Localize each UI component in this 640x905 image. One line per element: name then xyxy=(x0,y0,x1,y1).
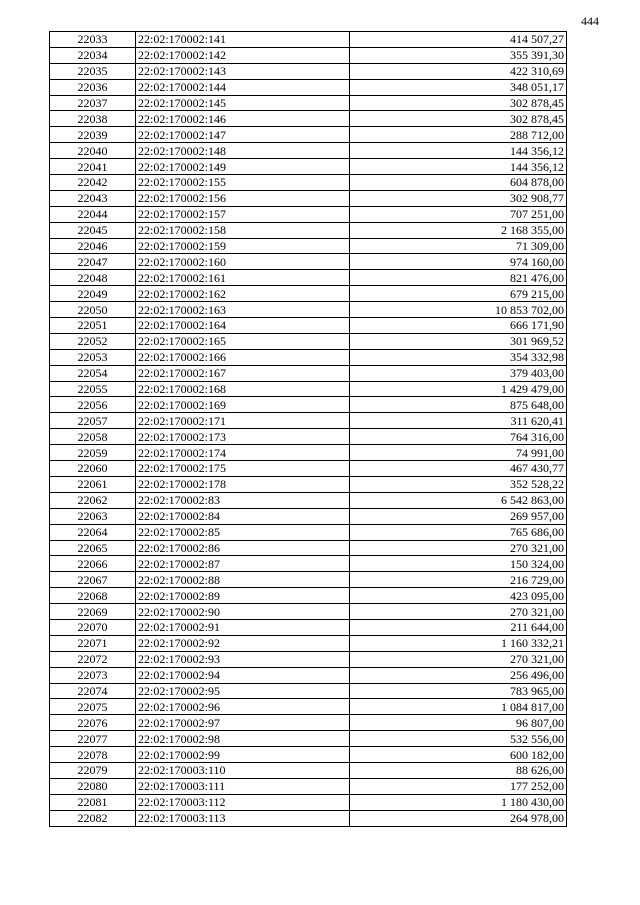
cadastral-number: 22:02:170002:174 xyxy=(136,445,350,461)
row-number: 22071 xyxy=(50,635,136,651)
table-row xyxy=(50,508,567,524)
table-row xyxy=(50,604,567,620)
table-row xyxy=(50,635,567,651)
row-number: 22068 xyxy=(50,588,136,604)
cadastral-value: 679 215,00 xyxy=(350,286,567,302)
cadastral-number: 22:02:170002:147 xyxy=(136,127,350,143)
row-number: 22080 xyxy=(50,778,136,794)
table-row xyxy=(50,762,567,778)
cadastral-value: 71 309,00 xyxy=(350,238,567,254)
cadastral-value: 666 171,90 xyxy=(350,318,567,334)
cadastral-number: 22:02:170002:173 xyxy=(136,429,350,445)
table-row xyxy=(50,540,567,556)
cadastral-value: 177 252,00 xyxy=(350,778,567,794)
cadastral-value: 311 620,41 xyxy=(350,413,567,429)
cadastral-number: 22:02:170002:169 xyxy=(136,397,350,413)
cadastral-value: 600 182,00 xyxy=(350,747,567,763)
page-number: 444 xyxy=(581,14,599,28)
cadastral-value: 467 430,77 xyxy=(350,461,567,477)
table-row xyxy=(50,747,567,763)
row-number: 22076 xyxy=(50,715,136,731)
cadastral-number: 22:02:170002:96 xyxy=(136,699,350,715)
row-number: 22067 xyxy=(50,572,136,588)
row-number: 22064 xyxy=(50,524,136,540)
row-number: 22073 xyxy=(50,667,136,683)
cadastral-number: 22:02:170002:166 xyxy=(136,349,350,365)
table-row xyxy=(50,731,567,747)
cadastral-value: 604 878,00 xyxy=(350,175,567,191)
table-row xyxy=(50,397,567,413)
cadastral-value: 974 160,00 xyxy=(350,254,567,270)
cadastral-value: 270 321,00 xyxy=(350,604,567,620)
table-row xyxy=(50,572,567,588)
cadastral-number: 22:02:170002:159 xyxy=(136,238,350,254)
cadastral-number: 22:02:170002:156 xyxy=(136,190,350,206)
table-row xyxy=(50,111,567,127)
table-row xyxy=(50,461,567,477)
row-number: 22074 xyxy=(50,683,136,699)
cadastral-value: 10 853 702,00 xyxy=(350,302,567,318)
row-number: 22050 xyxy=(50,302,136,318)
row-number: 22040 xyxy=(50,143,136,159)
cadastral-value: 96 807,00 xyxy=(350,715,567,731)
cadastral-number: 22:02:170002:88 xyxy=(136,572,350,588)
row-number: 22060 xyxy=(50,461,136,477)
table-row xyxy=(50,63,567,79)
row-number: 22075 xyxy=(50,699,136,715)
cadastral-value: 288 712,00 xyxy=(350,127,567,143)
table-row xyxy=(50,143,567,159)
table-row xyxy=(50,381,567,397)
cadastral-value: 264 978,00 xyxy=(350,810,567,826)
table-row xyxy=(50,810,567,826)
row-number: 22053 xyxy=(50,349,136,365)
table-row xyxy=(50,524,567,540)
row-number: 22054 xyxy=(50,365,136,381)
cadastral-value: 6 542 863,00 xyxy=(350,492,567,508)
table-row xyxy=(50,222,567,238)
table-row xyxy=(50,445,567,461)
cadastral-value: 765 686,00 xyxy=(350,524,567,540)
cadastral-number: 22:02:170002:148 xyxy=(136,143,350,159)
cadastral-value: 875 648,00 xyxy=(350,397,567,413)
cadastral-number: 22:02:170002:99 xyxy=(136,747,350,763)
cadastral-number: 22:02:170002:85 xyxy=(136,524,350,540)
table-row xyxy=(50,190,567,206)
table-row xyxy=(50,206,567,222)
cadastral-number: 22:02:170003:110 xyxy=(136,762,350,778)
table-body xyxy=(50,32,567,827)
cadastral-value: 302 878,45 xyxy=(350,111,567,127)
table-row xyxy=(50,333,567,349)
row-number: 22037 xyxy=(50,95,136,111)
table-row xyxy=(50,238,567,254)
table-row xyxy=(50,127,567,143)
cadastral-number: 22:02:170002:157 xyxy=(136,206,350,222)
cadastral-value: 1 084 817,00 xyxy=(350,699,567,715)
cadastral-number: 22:02:170002:160 xyxy=(136,254,350,270)
row-number: 22078 xyxy=(50,747,136,763)
row-number: 22079 xyxy=(50,762,136,778)
row-number: 22059 xyxy=(50,445,136,461)
row-number: 22072 xyxy=(50,651,136,667)
cadastral-value: 821 476,00 xyxy=(350,270,567,286)
row-number: 22055 xyxy=(50,381,136,397)
row-number: 22039 xyxy=(50,127,136,143)
row-number: 22077 xyxy=(50,731,136,747)
cadastral-value: 783 965,00 xyxy=(350,683,567,699)
row-number: 22066 xyxy=(50,556,136,572)
cadastral-number: 22:02:170002:161 xyxy=(136,270,350,286)
table-row xyxy=(50,699,567,715)
table-row xyxy=(50,429,567,445)
table-row xyxy=(50,159,567,175)
cadastral-value: 414 507,27 xyxy=(350,32,567,48)
cadastral-value: 2 168 355,00 xyxy=(350,222,567,238)
cadastral-number: 22:02:170002:89 xyxy=(136,588,350,604)
cadastral-number: 22:02:170002:90 xyxy=(136,604,350,620)
table-row xyxy=(50,47,567,63)
cadastral-number: 22:02:170002:94 xyxy=(136,667,350,683)
cadastral-number: 22:02:170002:168 xyxy=(136,381,350,397)
table-row xyxy=(50,286,567,302)
row-number: 22043 xyxy=(50,190,136,206)
table-row xyxy=(50,79,567,95)
cadastral-number: 22:02:170002:175 xyxy=(136,461,350,477)
table-row xyxy=(50,318,567,334)
row-number: 22038 xyxy=(50,111,136,127)
cadastral-number: 22:02:170002:92 xyxy=(136,635,350,651)
table-row xyxy=(50,556,567,572)
cadastral-value: 422 310,69 xyxy=(350,63,567,79)
cadastral-number: 22:02:170002:84 xyxy=(136,508,350,524)
cadastral-number: 22:02:170002:146 xyxy=(136,111,350,127)
cadastral-number: 22:02:170002:149 xyxy=(136,159,350,175)
cadastral-number: 22:02:170002:86 xyxy=(136,540,350,556)
cadastral-value: 301 969,52 xyxy=(350,333,567,349)
row-number: 22062 xyxy=(50,492,136,508)
cadastral-value: 423 095,00 xyxy=(350,588,567,604)
cadastral-value: 355 391,30 xyxy=(350,47,567,63)
table-row xyxy=(50,365,567,381)
cadastral-value: 532 556,00 xyxy=(350,731,567,747)
row-number: 22046 xyxy=(50,238,136,254)
row-number: 22052 xyxy=(50,333,136,349)
cadastral-number: 22:02:170002:178 xyxy=(136,476,350,492)
row-number: 22044 xyxy=(50,206,136,222)
cadastral-value: 354 332,98 xyxy=(350,349,567,365)
cadastral-number: 22:02:170002:162 xyxy=(136,286,350,302)
row-number: 22033 xyxy=(50,32,136,48)
row-number: 22049 xyxy=(50,286,136,302)
cadastral-number: 22:02:170002:143 xyxy=(136,63,350,79)
cadastral-number: 22:02:170002:87 xyxy=(136,556,350,572)
cadastral-number: 22:02:170002:145 xyxy=(136,95,350,111)
cadastral-value: 348 051,17 xyxy=(350,79,567,95)
cadastral-number: 22:02:170002:144 xyxy=(136,79,350,95)
cadastral-number: 22:02:170002:165 xyxy=(136,333,350,349)
row-number: 22056 xyxy=(50,397,136,413)
cadastral-value: 270 321,00 xyxy=(350,651,567,667)
cadastral-value: 150 324,00 xyxy=(350,556,567,572)
cadastral-value: 270 321,00 xyxy=(350,540,567,556)
cadastral-number: 22:02:170002:91 xyxy=(136,619,350,635)
cadastral-number: 22:02:170002:158 xyxy=(136,222,350,238)
cadastral-number: 22:02:170002:141 xyxy=(136,32,350,48)
cadastral-number: 22:02:170002:93 xyxy=(136,651,350,667)
table-row xyxy=(50,476,567,492)
row-number: 22081 xyxy=(50,794,136,810)
table-row xyxy=(50,651,567,667)
cadastral-value: 269 957,00 xyxy=(350,508,567,524)
cadastral-value: 302 878,45 xyxy=(350,95,567,111)
table-row xyxy=(50,95,567,111)
cadastral-value: 352 528,22 xyxy=(350,476,567,492)
table-row xyxy=(50,175,567,191)
row-number: 22047 xyxy=(50,254,136,270)
table-row xyxy=(50,270,567,286)
cadastral-value: 1 160 332,21 xyxy=(350,635,567,651)
cadastral-number: 22:02:170002:155 xyxy=(136,175,350,191)
row-number: 22035 xyxy=(50,63,136,79)
row-number: 22048 xyxy=(50,270,136,286)
row-number: 22069 xyxy=(50,604,136,620)
cadastral-value: 1 429 479,00 xyxy=(350,381,567,397)
cadastral-value: 211 644,00 xyxy=(350,619,567,635)
cadastral-number: 22:02:170003:113 xyxy=(136,810,350,826)
row-number: 22041 xyxy=(50,159,136,175)
cadastral-value: 1 180 430,00 xyxy=(350,794,567,810)
table-row xyxy=(50,32,567,48)
cadastral-number: 22:02:170002:95 xyxy=(136,683,350,699)
row-number: 22082 xyxy=(50,810,136,826)
cadastral-number: 22:02:170002:171 xyxy=(136,413,350,429)
table-row xyxy=(50,254,567,270)
row-number: 22036 xyxy=(50,79,136,95)
cadastral-value: 74 991,00 xyxy=(350,445,567,461)
row-number: 22065 xyxy=(50,540,136,556)
cadastral-number: 22:02:170003:111 xyxy=(136,778,350,794)
table-row xyxy=(50,302,567,318)
cadastral-number: 22:02:170002:163 xyxy=(136,302,350,318)
row-number: 22042 xyxy=(50,175,136,191)
cadastral-value: 88 626,00 xyxy=(350,762,567,778)
table-row xyxy=(50,492,567,508)
cadastral-value: 144 356,12 xyxy=(350,143,567,159)
cadastral-value: 379 403,00 xyxy=(350,365,567,381)
row-number: 22034 xyxy=(50,47,136,63)
table-row xyxy=(50,778,567,794)
table-row xyxy=(50,683,567,699)
row-number: 22058 xyxy=(50,429,136,445)
table-row xyxy=(50,413,567,429)
row-number: 22051 xyxy=(50,318,136,334)
cadastral-value: 302 908,77 xyxy=(350,190,567,206)
row-number: 22061 xyxy=(50,476,136,492)
cadastral-number: 22:02:170003:112 xyxy=(136,794,350,810)
cadastral-number: 22:02:170002:98 xyxy=(136,731,350,747)
cadastral-number: 22:02:170002:164 xyxy=(136,318,350,334)
table-row xyxy=(50,619,567,635)
row-number: 22063 xyxy=(50,508,136,524)
cadastral-value-table xyxy=(49,31,567,827)
cadastral-value: 216 729,00 xyxy=(350,572,567,588)
cadastral-value: 764 316,00 xyxy=(350,429,567,445)
table-row xyxy=(50,667,567,683)
table-row xyxy=(50,794,567,810)
table-row xyxy=(50,588,567,604)
cadastral-value: 256 496,00 xyxy=(350,667,567,683)
row-number: 22057 xyxy=(50,413,136,429)
row-number: 22070 xyxy=(50,619,136,635)
row-number: 22045 xyxy=(50,222,136,238)
cadastral-number: 22:02:170002:83 xyxy=(136,492,350,508)
cadastral-value: 144 356,12 xyxy=(350,159,567,175)
cadastral-number: 22:02:170002:142 xyxy=(136,47,350,63)
cadastral-number: 22:02:170002:167 xyxy=(136,365,350,381)
table-row xyxy=(50,715,567,731)
table-row xyxy=(50,349,567,365)
cadastral-number: 22:02:170002:97 xyxy=(136,715,350,731)
cadastral-value: 707 251,00 xyxy=(350,206,567,222)
